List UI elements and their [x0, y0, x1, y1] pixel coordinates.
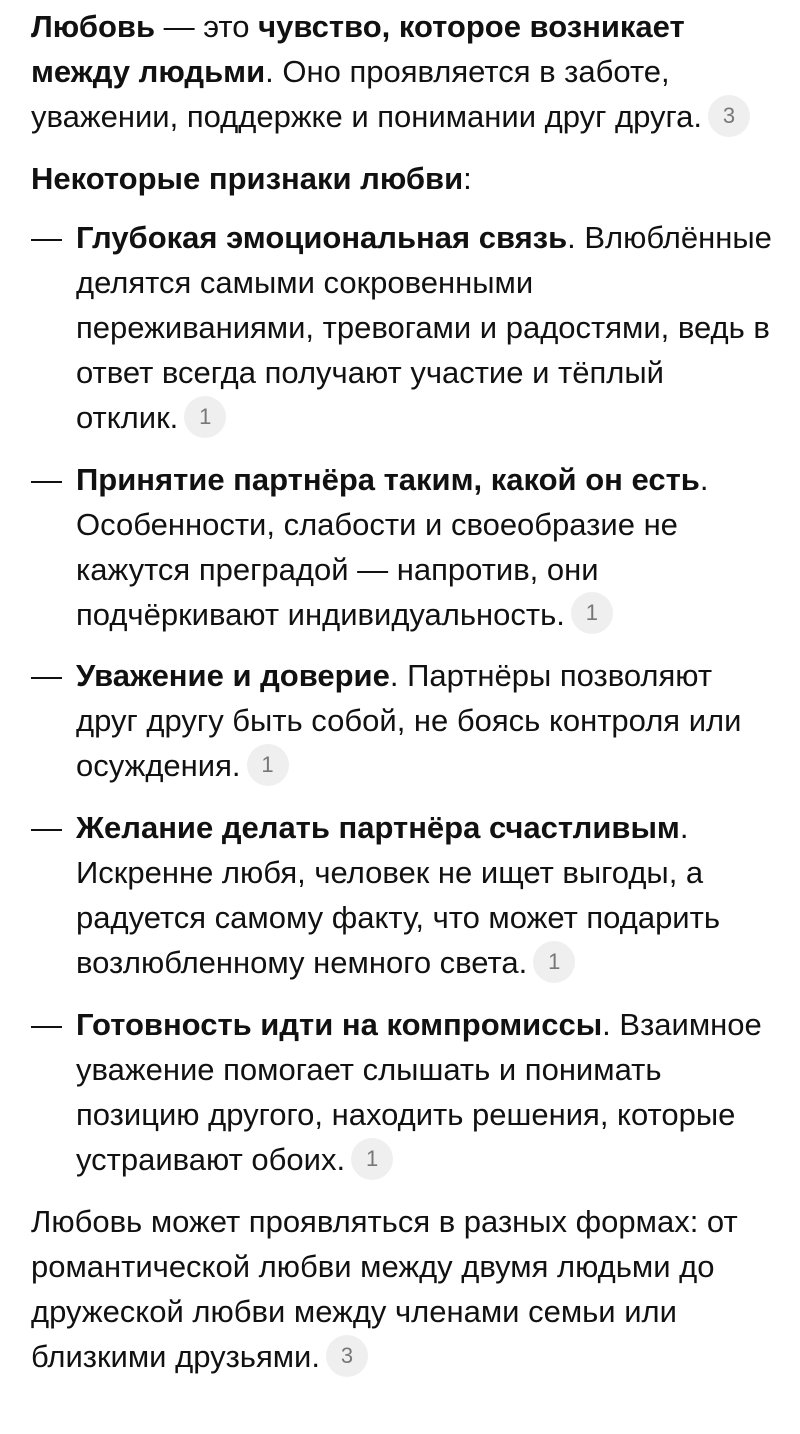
outro-paragraph	[31, 1199, 772, 1380]
dash-marker: —	[31, 219, 62, 255]
list-item-title: Глубокая эмоциональная связь	[76, 219, 568, 255]
signs-heading-suffix: :	[463, 160, 472, 196]
list-item	[31, 805, 772, 986]
signs-heading-text: Некоторые признаки любви	[31, 160, 464, 196]
list-item-title: Готовность идти на компромиссы	[76, 1007, 603, 1043]
list-item-text: . Взаимное уважение помогает слышать и понимать позицию другого, находить решения, которые устраивают обоих.	[76, 1007, 762, 1178]
intro-definition: чувство, которое возникает между людьми	[31, 9, 685, 89]
dash-marker: —	[31, 658, 62, 694]
list-item-title: Желание делать партнёра счастливым	[76, 810, 680, 846]
source-ref-badge[interactable]: 1	[533, 941, 575, 983]
list-item-title: Уважение и доверие	[76, 658, 390, 694]
list-item	[31, 1002, 772, 1183]
source-ref-badge[interactable]: 3	[326, 1335, 368, 1377]
list-item	[31, 653, 772, 789]
signs-heading	[31, 156, 772, 201]
list-item-text: . Влюблённые делятся самыми сокровенными переживаниями, тревогами и радостями, ведь в ответ всегда получают участие и тёплый отклик.	[76, 219, 772, 435]
intro-rest: . Оно проявляется в заботе, уважении, поддержке и понимании друг друга.	[31, 54, 702, 134]
source-ref-badge[interactable]: 1	[571, 592, 613, 634]
outro-text: Любовь может проявляться в разных формах: от романтической любви между двумя людьми до дружеской любви между членами семьи или близкими друзьями.	[31, 1203, 738, 1374]
source-ref-badge[interactable]: 3	[708, 95, 750, 137]
dash-marker: —	[31, 461, 62, 497]
source-ref-badge[interactable]: 1	[184, 396, 226, 438]
list-item	[31, 215, 772, 441]
list-item-title: Принятие партнёра таким, какой он есть	[76, 461, 700, 497]
list-item-text: . Особенности, слабости и своеобразие не кажутся преградой — напротив, они подчёркивают индивидуальность.	[76, 461, 709, 632]
list-item-text: . Искренне любя, человек не ищет выгоды, а радуется самому факту, что может подарить возлюбленному немного света.	[76, 810, 720, 981]
dash-marker: —	[31, 810, 62, 846]
list-item-text: . Партнёры позволяют друг другу быть собой, не боясь контроля или осуждения.	[76, 658, 742, 784]
source-ref-badge[interactable]: 1	[247, 744, 289, 786]
intro-connector: — это	[155, 9, 259, 44]
list-item	[31, 457, 772, 638]
intro-term: Любовь	[31, 9, 156, 44]
dash-marker: —	[31, 1007, 62, 1043]
signs-list	[31, 215, 772, 1183]
intro-paragraph	[31, 4, 772, 140]
source-ref-badge[interactable]: 1	[351, 1138, 393, 1180]
